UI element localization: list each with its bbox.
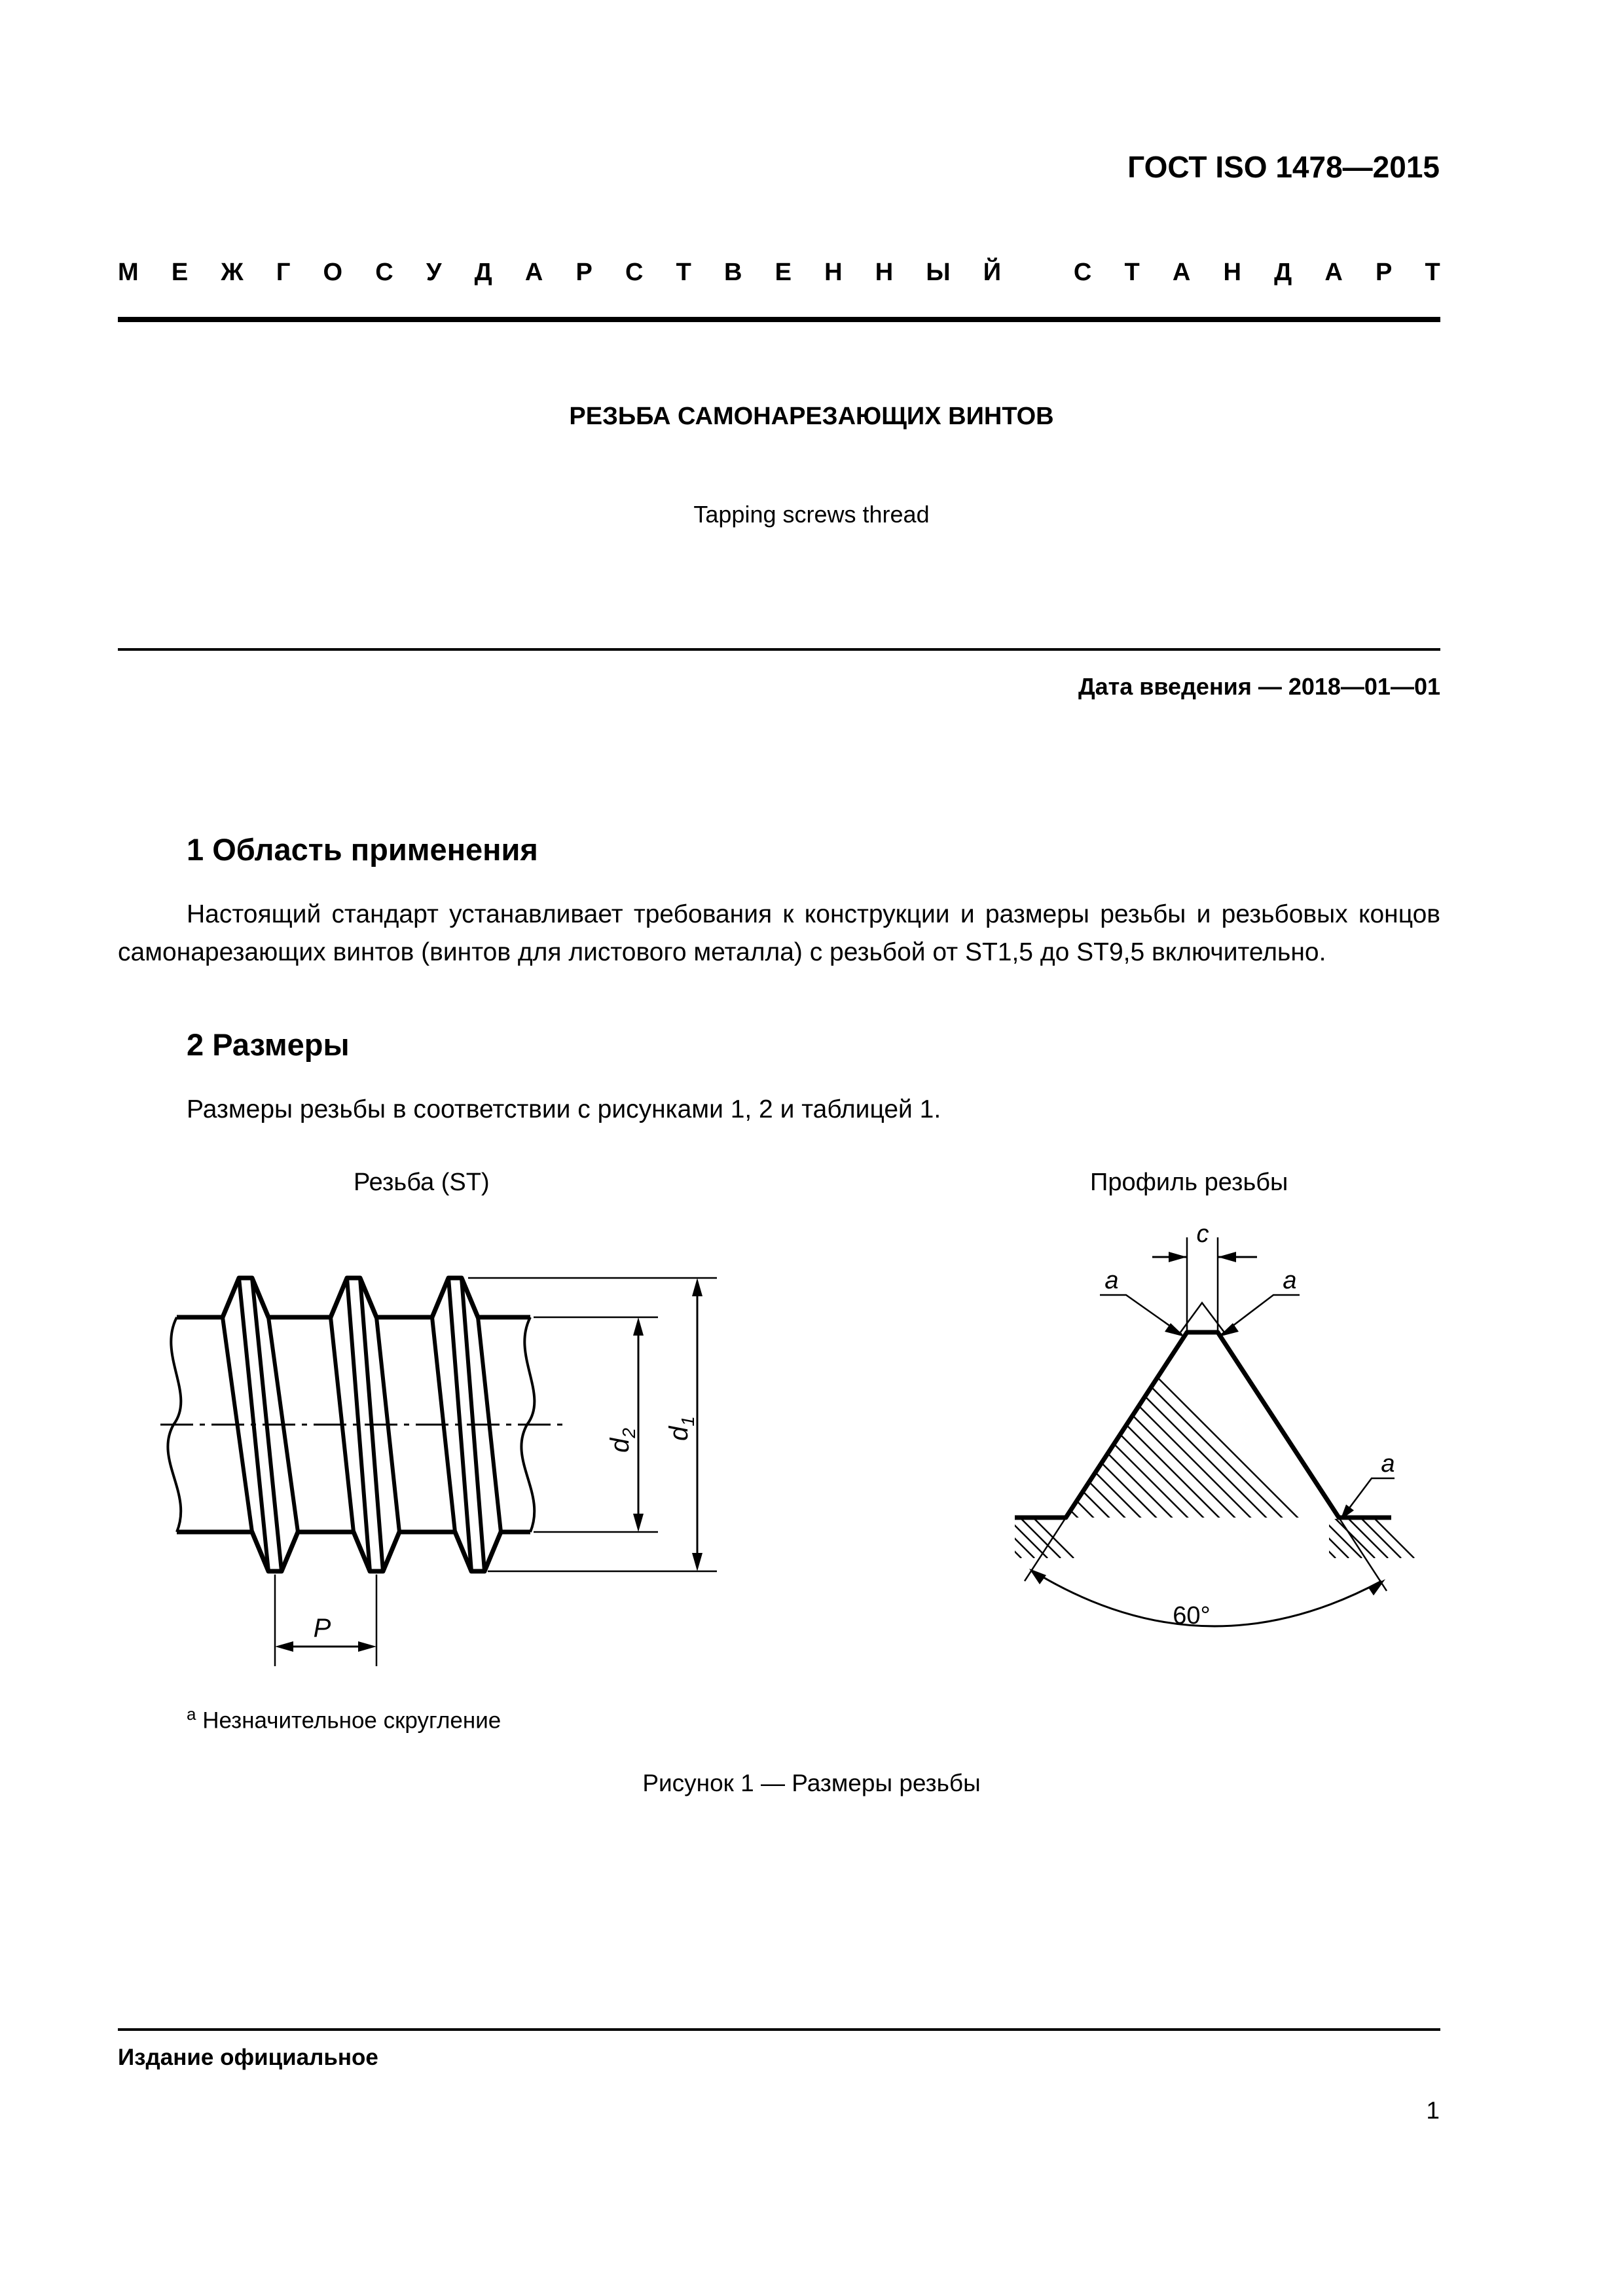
banner-letter: С: [1073, 259, 1092, 286]
figure-footnote: $^a$ Незначительное скругление: [187, 1704, 501, 1734]
hatch-line: [1063, 1283, 1377, 1597]
banner-letter: Р: [575, 259, 593, 286]
banner-letter: Г: [276, 259, 291, 286]
banner-letter: О: [323, 259, 343, 286]
hatch-line: [995, 1283, 1158, 1597]
section-1-text: Настоящий стандарт устанавливает требования к конструкции и размеры резьбы и резьбовых концов самонарезающих винтов (винтов для листового металла) с резьбой от ST1,5 до ST9,5 включительно.: [118, 900, 1440, 966]
banner-letter: Ы: [926, 259, 951, 286]
document-number: ГОСТ ISO 1478—2015: [1127, 150, 1440, 184]
title-rule: [118, 648, 1440, 651]
banner-letter: С: [375, 259, 393, 286]
document-subtitle: Tapping screws thread: [693, 501, 930, 528]
section-2-heading: 2 Размеры: [187, 1027, 350, 1062]
base-hatch-line: [1269, 1518, 1309, 1558]
profile-figure-caption: Профиль резьбы: [1090, 1169, 1288, 1196]
figure-title: Рисунок 1 — Размеры резьбы: [642, 1770, 981, 1796]
thread-profile-drawing: [995, 1205, 1440, 1663]
official-edition-label: Издание официальное: [118, 2045, 378, 2070]
banner-letter: Ж: [221, 259, 244, 286]
section-1-heading: 1 Область применения: [187, 832, 538, 867]
banner-letter: Д: [1274, 259, 1292, 286]
hatch-line: [995, 1283, 1000, 1597]
banner-letter: Р: [1375, 259, 1393, 286]
banner-letter: Е: [171, 259, 189, 286]
banner-letter: Н: [824, 259, 843, 286]
standard-banner: [118, 259, 1440, 287]
hatch-line: [995, 1283, 1283, 1597]
angle-label: 60°: [1173, 1602, 1211, 1630]
pitch-label: P: [313, 1614, 331, 1643]
d2-label: $d_2$: [606, 1428, 639, 1453]
banner-letter: Н: [875, 259, 894, 286]
hatch-line: [995, 1283, 1189, 1597]
hatch-line: [995, 1283, 1142, 1597]
a-label-base: a: [1381, 1450, 1395, 1478]
footer-rule: [118, 2028, 1440, 2031]
base-hatch-line: [1256, 1518, 1296, 1558]
banner-letter: Д: [474, 259, 492, 286]
banner-letter: А: [1172, 259, 1191, 286]
thread-top-outline: [177, 1278, 530, 1317]
c-label: c: [1196, 1220, 1209, 1248]
thread-bottom-outline: [177, 1532, 530, 1571]
a-label-left: a: [1104, 1267, 1119, 1294]
banner-letter: У: [426, 259, 442, 286]
base-hatch-line: [1282, 1518, 1322, 1558]
banner-letter: А: [524, 259, 543, 286]
hatch-line: [995, 1283, 1016, 1597]
base-hatch-line: [995, 1518, 1008, 1558]
banner-letter: Й: [983, 259, 1002, 286]
hatch-line: [995, 1283, 1126, 1597]
banner-letter: Т: [1425, 259, 1440, 286]
profile-outline: [1015, 1332, 1391, 1518]
page-number: 1: [1426, 2097, 1440, 2124]
banner-letter: В: [724, 259, 742, 286]
section-2-text: Размеры резьбы в соответствии с рисунками 1, 2 и таблицей 1.: [187, 1095, 941, 1123]
hatch-line: [1000, 1283, 1315, 1597]
section-2-paragraph: [118, 1091, 1440, 1129]
d1-label: $d_1$: [665, 1416, 698, 1441]
banner-letter: С: [625, 259, 644, 286]
banner-letter: Н: [1223, 259, 1241, 286]
thread-figure-caption: Резьба (ST): [354, 1169, 490, 1196]
base-hatch-line: [995, 1518, 1021, 1558]
banner-letter: Т: [676, 259, 691, 286]
section-1-paragraph: [118, 896, 1440, 972]
thread-drawing: [144, 1244, 746, 1696]
banner-letter: А: [1324, 259, 1343, 286]
header-rule: [118, 317, 1440, 322]
hatch-line: [995, 1283, 1173, 1597]
introduction-date: Дата введения — 2018—01—01: [1078, 673, 1440, 700]
banner-letter: Т: [1124, 259, 1140, 286]
document-title: РЕЗЬБА САМОНАРЕЗАЮЩИХ ВИНТОВ: [569, 403, 1054, 430]
banner-gap: [1034, 259, 1041, 287]
banner-letter: М: [118, 259, 139, 286]
base-hatch-line: [1243, 1518, 1283, 1558]
a-label-right: a: [1283, 1267, 1297, 1294]
banner-letter: Е: [775, 259, 792, 286]
